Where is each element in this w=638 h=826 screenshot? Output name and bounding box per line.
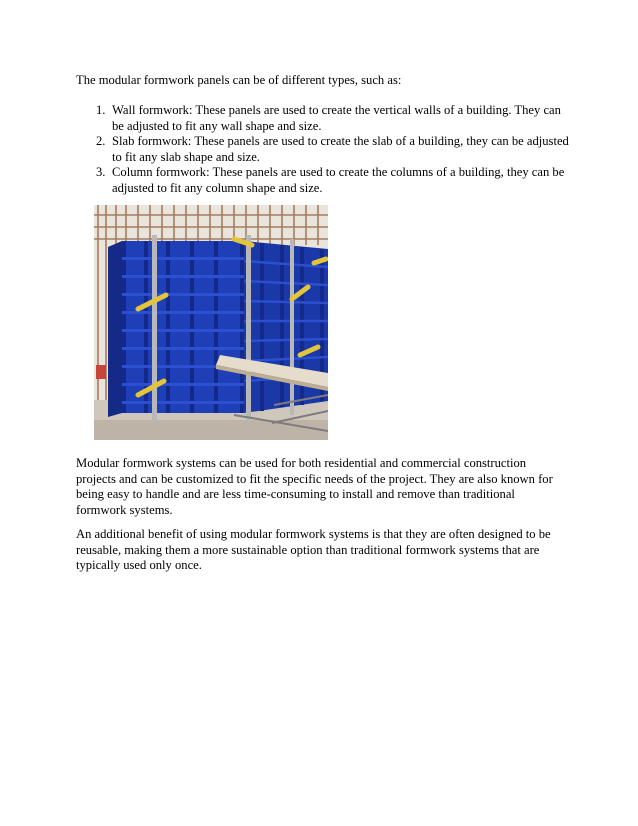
list-item-text: Wall formwork: These panels are used to create the vertical walls of a building. They can be adjusted to fit any wall shape and size. xyxy=(112,103,561,133)
paragraph-benefits: Modular formwork systems can be used for both residential and commercial construction projects and can be customized to fit the specific needs of the project. They are also known for being easy to handle and are less time-consuming to install and remove than traditional formwork systems. xyxy=(76,456,553,517)
list-number: 1. xyxy=(96,103,106,117)
list-item xyxy=(76,165,572,196)
list-number: 2. xyxy=(96,134,106,148)
formwork-types-list xyxy=(76,103,572,196)
list-item-text: Slab formwork: These panels are used to create the slab of a building, they can be adjusted to fit any slab shape and size. xyxy=(112,134,569,164)
formwork-photo xyxy=(94,205,328,440)
intro-text: The modular formwork panels can be of different types, such as: xyxy=(76,73,402,87)
list-item-text: Column formwork: These panels are used to create the columns of a building, they can be adjusted to fit any column shape and size. xyxy=(112,165,565,195)
list-item xyxy=(76,103,572,134)
list-item xyxy=(76,134,572,165)
paragraph-reusability: An additional benefit of using modular formwork systems is that they are often designed to be reusable, making them a more sustainable option than traditional formwork systems that are typically used only once. xyxy=(76,527,551,572)
list-number: 3. xyxy=(96,165,106,179)
